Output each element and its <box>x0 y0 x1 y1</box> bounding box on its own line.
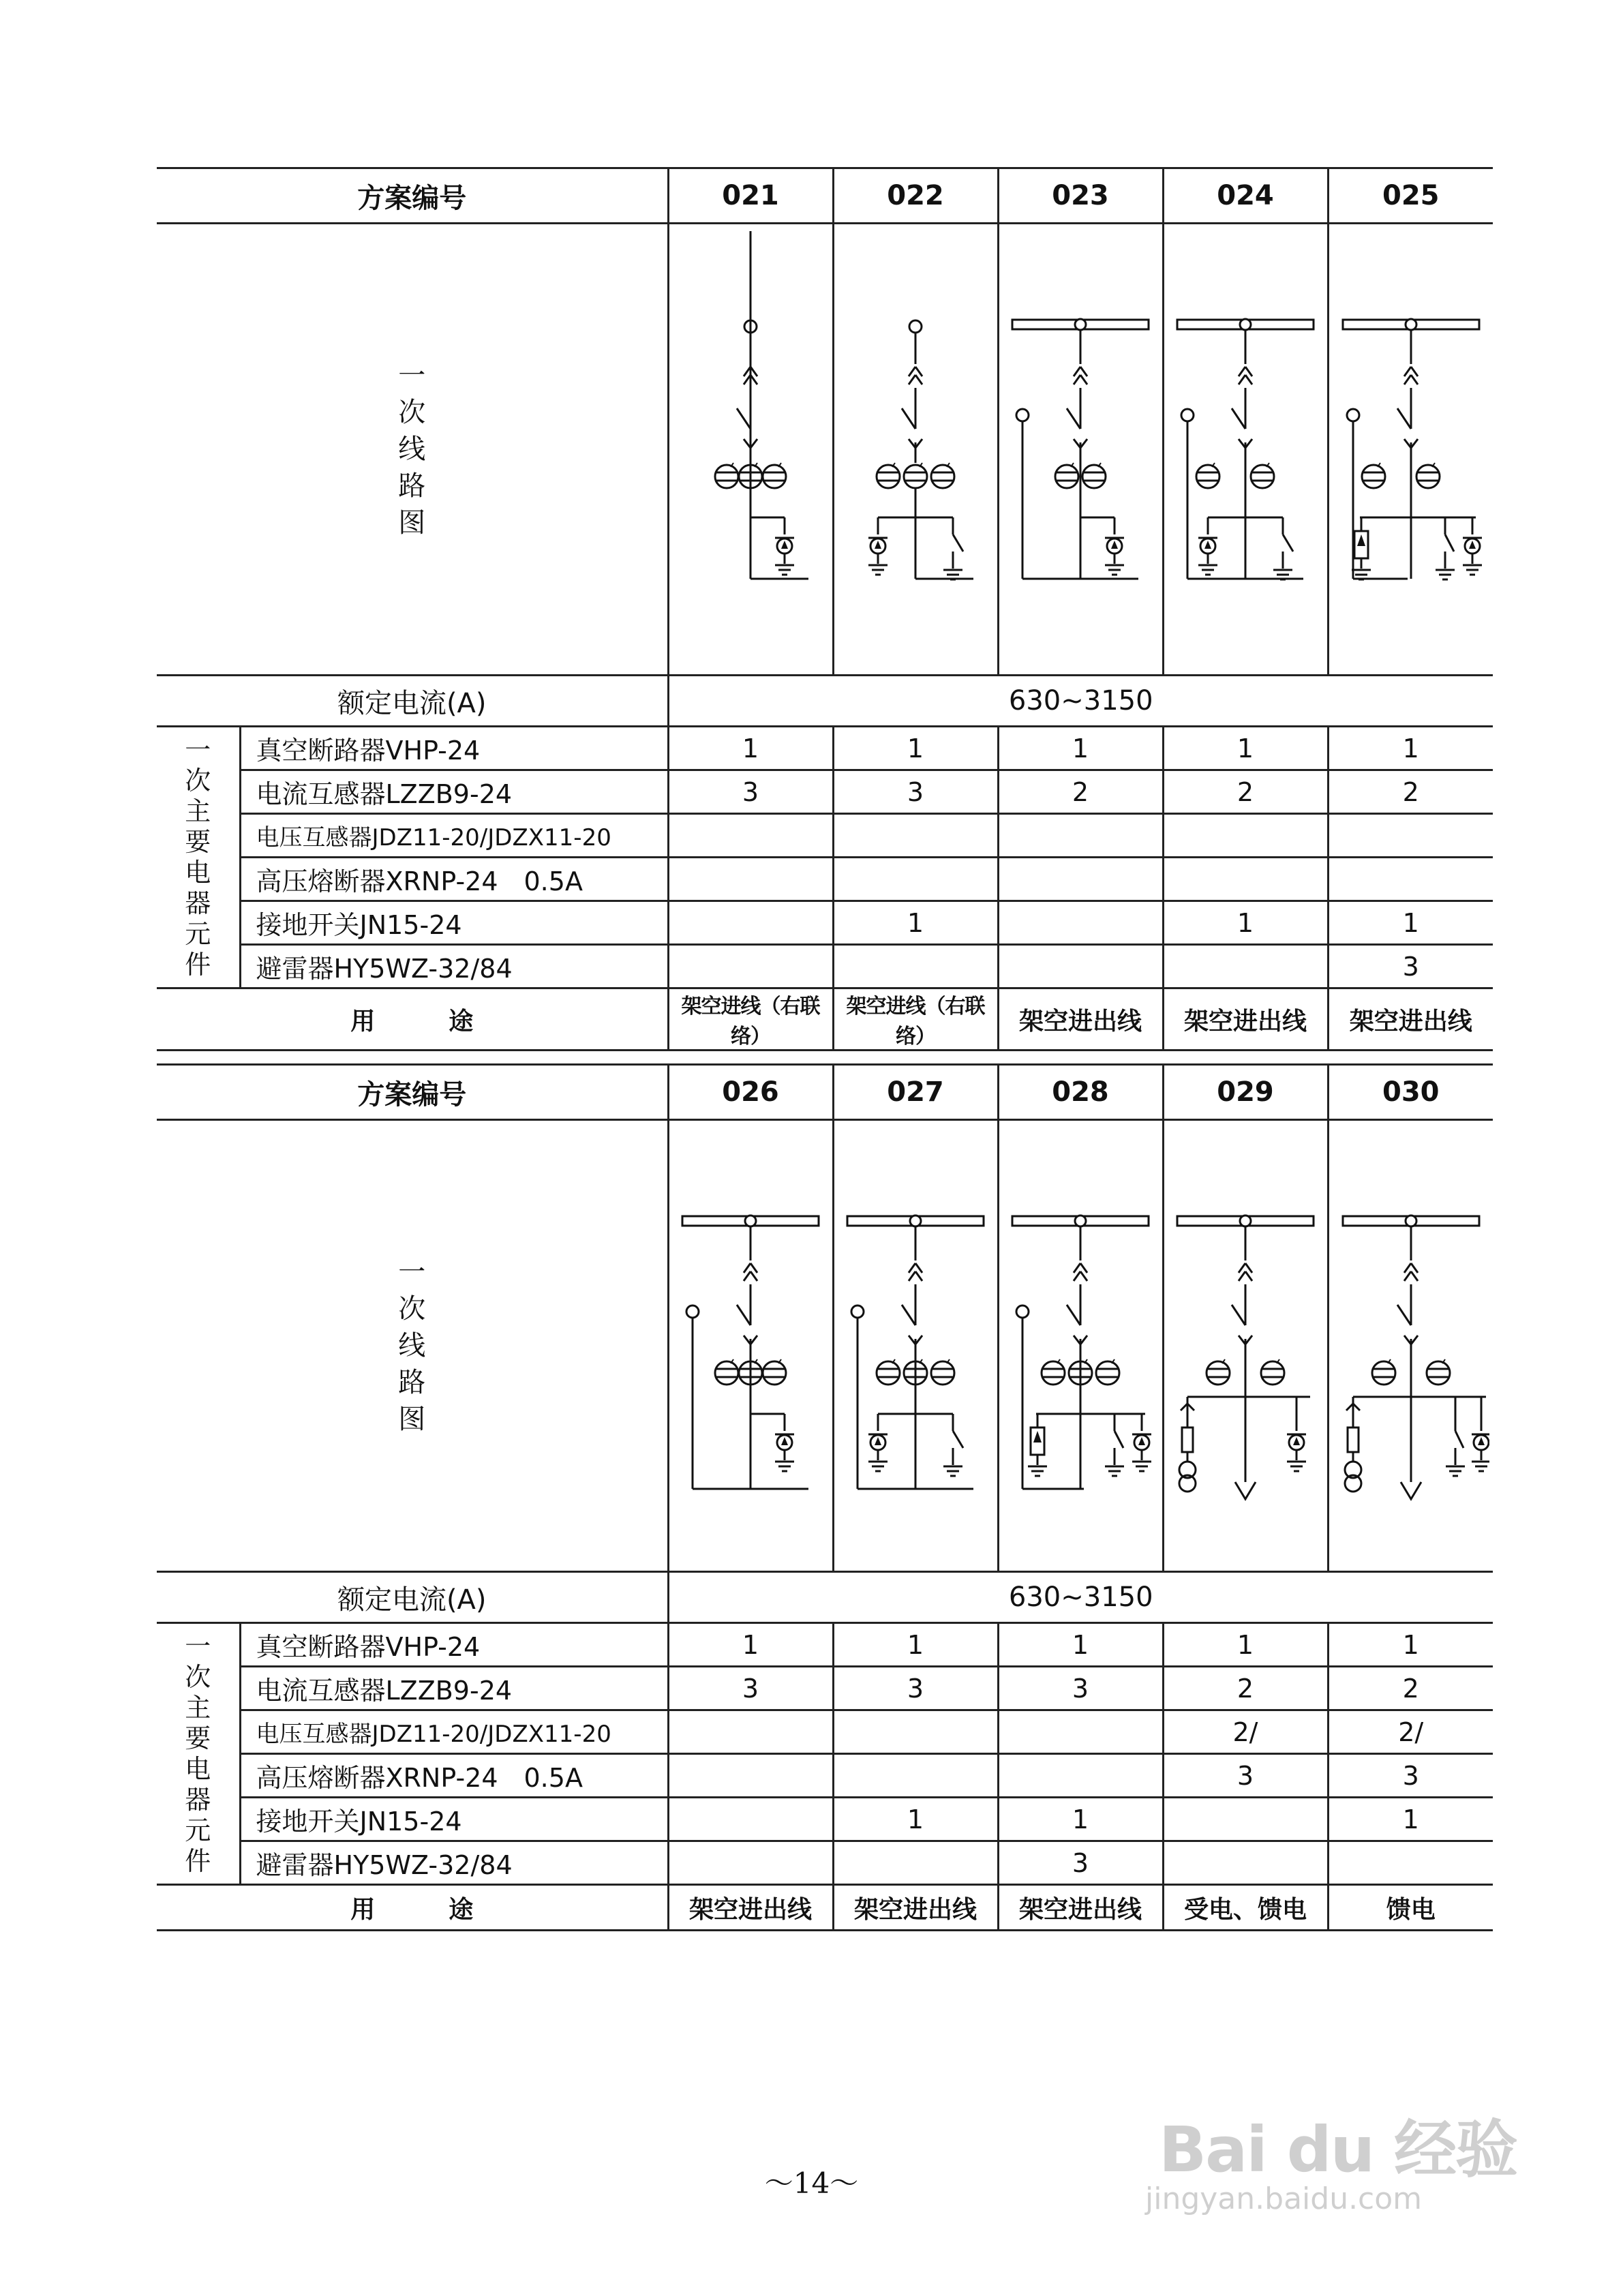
component-qty <box>833 1754 998 1798</box>
component-qty: 1 <box>1328 901 1493 945</box>
scheme-number: 024 <box>1163 168 1328 224</box>
component-group-label: 一 次 主 要 电 器 元 件 <box>157 1623 240 1885</box>
component-qty <box>998 1754 1163 1798</box>
component-qty <box>668 1841 833 1885</box>
component-name: 接地开关JN15-24 <box>240 1798 668 1841</box>
watermark-url: jingyan.baidu.com <box>1145 2181 1423 2216</box>
component-qty: 1 <box>1163 901 1328 945</box>
component-qty: 3 <box>833 770 998 814</box>
component-qty <box>998 1710 1163 1754</box>
component-qty <box>1163 858 1328 901</box>
component-qty: 2 <box>1163 770 1328 814</box>
component-qty <box>668 945 833 988</box>
component-name: 真空断路器VHP-24 <box>240 727 668 770</box>
component-qty: 1 <box>1328 727 1493 770</box>
component-qty <box>668 1798 833 1841</box>
component-qty: 2 <box>1328 770 1493 814</box>
component-qty <box>1163 1841 1328 1885</box>
watermark-brand: Bai du 经验 <box>1159 2113 1517 2186</box>
component-qty: 3 <box>1328 1754 1493 1798</box>
component-qty: 1 <box>833 901 998 945</box>
component-qty: 3 <box>1163 1754 1328 1798</box>
component-qty: 3 <box>998 1841 1163 1885</box>
one-line-diagram-label: 一 次 线 路 图 <box>157 1120 668 1572</box>
scheme-number-label: 方案编号 <box>157 1065 668 1120</box>
component-qty <box>668 814 833 858</box>
component-qty <box>668 1710 833 1754</box>
usage-value: 架空进出线 <box>1163 988 1328 1051</box>
one-line-diagram-023 <box>998 224 1163 676</box>
usage-value: 架空进出线 <box>668 1885 833 1931</box>
usage-value: 架空进出线 <box>833 1885 998 1931</box>
scheme-number: 027 <box>833 1065 998 1120</box>
component-qty <box>998 945 1163 988</box>
component-qty: 1 <box>998 1623 1163 1667</box>
component-qty: 2 <box>1328 1667 1493 1710</box>
rated-current-value: 630~3150 <box>668 1572 1493 1623</box>
usage-value: 架空进出线 <box>998 988 1163 1051</box>
component-qty: 1 <box>668 727 833 770</box>
scheme-table-2 <box>157 1063 1493 1931</box>
scheme-number: 022 <box>833 168 998 224</box>
one-line-diagram-024 <box>1163 224 1328 676</box>
component-qty <box>1328 1841 1493 1885</box>
baidu-watermark <box>1145 2100 1527 2236</box>
component-qty: 2 <box>1163 1667 1328 1710</box>
component-qty: 2 <box>998 770 1163 814</box>
component-qty <box>1328 858 1493 901</box>
usage-value: 架空进出线 <box>1328 988 1493 1051</box>
page-number: ～14～ <box>764 2166 859 2200</box>
rated-current-value: 630~3150 <box>668 676 1493 727</box>
scheme-number: 025 <box>1328 168 1493 224</box>
component-qty: 1 <box>998 727 1163 770</box>
component-qty: 1 <box>1163 1623 1328 1667</box>
rated-current-label: 额定电流(A) <box>157 676 668 727</box>
component-qty <box>668 901 833 945</box>
scheme-number: 021 <box>668 168 833 224</box>
scheme-number: 023 <box>998 168 1163 224</box>
scheme-number-label: 方案编号 <box>157 168 668 224</box>
component-qty <box>1163 945 1328 988</box>
one-line-diagram-label: 一 次 线 路 图 <box>157 224 668 676</box>
component-qty <box>833 945 998 988</box>
component-qty <box>668 1754 833 1798</box>
component-qty <box>998 814 1163 858</box>
scheme-number: 028 <box>998 1065 1163 1120</box>
component-qty: 1 <box>1328 1623 1493 1667</box>
component-qty: 2/ <box>1163 1710 1328 1754</box>
one-line-diagram-026 <box>668 1120 833 1572</box>
usage-value: 受电、馈电 <box>1163 1885 1328 1931</box>
component-name: 电流互感器LZZB9-24 <box>240 770 668 814</box>
one-line-diagram-030 <box>1328 1120 1493 1572</box>
component-qty: 1 <box>833 1623 998 1667</box>
component-qty <box>668 858 833 901</box>
component-name: 高压熔断器XRNP-24 0.5A <box>240 858 668 901</box>
component-qty: 3 <box>1328 945 1493 988</box>
component-qty: 3 <box>998 1667 1163 1710</box>
one-line-diagram-025 <box>1328 224 1493 676</box>
component-name: 高压熔断器XRNP-24 0.5A <box>240 1754 668 1798</box>
scheme-number: 030 <box>1328 1065 1493 1120</box>
component-qty <box>1163 1798 1328 1841</box>
component-qty <box>1163 814 1328 858</box>
usage-value: 架空进线（右联络） <box>833 988 998 1051</box>
usage-value: 馈电 <box>1328 1885 1493 1931</box>
one-line-diagram-021 <box>668 224 833 676</box>
component-qty <box>833 1841 998 1885</box>
component-qty: 1 <box>833 1798 998 1841</box>
component-group-label: 一 次 主 要 电 器 元 件 <box>157 727 240 988</box>
component-name: 避雷器HY5WZ-32/84 <box>240 1841 668 1885</box>
scheme-table-1 <box>157 167 1493 1051</box>
component-qty: 1 <box>1163 727 1328 770</box>
component-name: 接地开关JN15-24 <box>240 901 668 945</box>
component-name: 电压互感器JDZ11-20/JDZX11-20 <box>240 1710 668 1754</box>
component-qty: 3 <box>668 1667 833 1710</box>
usage-value: 架空进线（右联络） <box>668 988 833 1051</box>
component-qty <box>833 858 998 901</box>
scheme-number: 029 <box>1163 1065 1328 1120</box>
component-name: 电流互感器LZZB9-24 <box>240 1667 668 1710</box>
component-name: 电压互感器JDZ11-20/JDZX11-20 <box>240 814 668 858</box>
usage-value: 架空进出线 <box>998 1885 1163 1931</box>
component-qty <box>998 858 1163 901</box>
component-qty <box>998 901 1163 945</box>
component-qty: 1 <box>833 727 998 770</box>
component-qty: 3 <box>668 770 833 814</box>
rated-current-label: 额定电流(A) <box>157 1572 668 1623</box>
usage-label: 用 途 <box>157 988 668 1051</box>
component-qty: 1 <box>1328 1798 1493 1841</box>
one-line-diagram-022 <box>833 224 998 676</box>
one-line-diagram-027 <box>833 1120 998 1572</box>
component-qty: 3 <box>833 1667 998 1710</box>
component-qty: 1 <box>668 1623 833 1667</box>
component-qty: 1 <box>998 1798 1163 1841</box>
component-name: 真空断路器VHP-24 <box>240 1623 668 1667</box>
component-name: 避雷器HY5WZ-32/84 <box>240 945 668 988</box>
component-qty: 2/ <box>1328 1710 1493 1754</box>
scheme-number: 026 <box>668 1065 833 1120</box>
one-line-diagram-029 <box>1163 1120 1328 1572</box>
usage-label: 用 途 <box>157 1885 668 1931</box>
component-qty <box>1328 814 1493 858</box>
component-qty <box>833 1710 998 1754</box>
component-qty <box>833 814 998 858</box>
one-line-diagram-028 <box>998 1120 1163 1572</box>
